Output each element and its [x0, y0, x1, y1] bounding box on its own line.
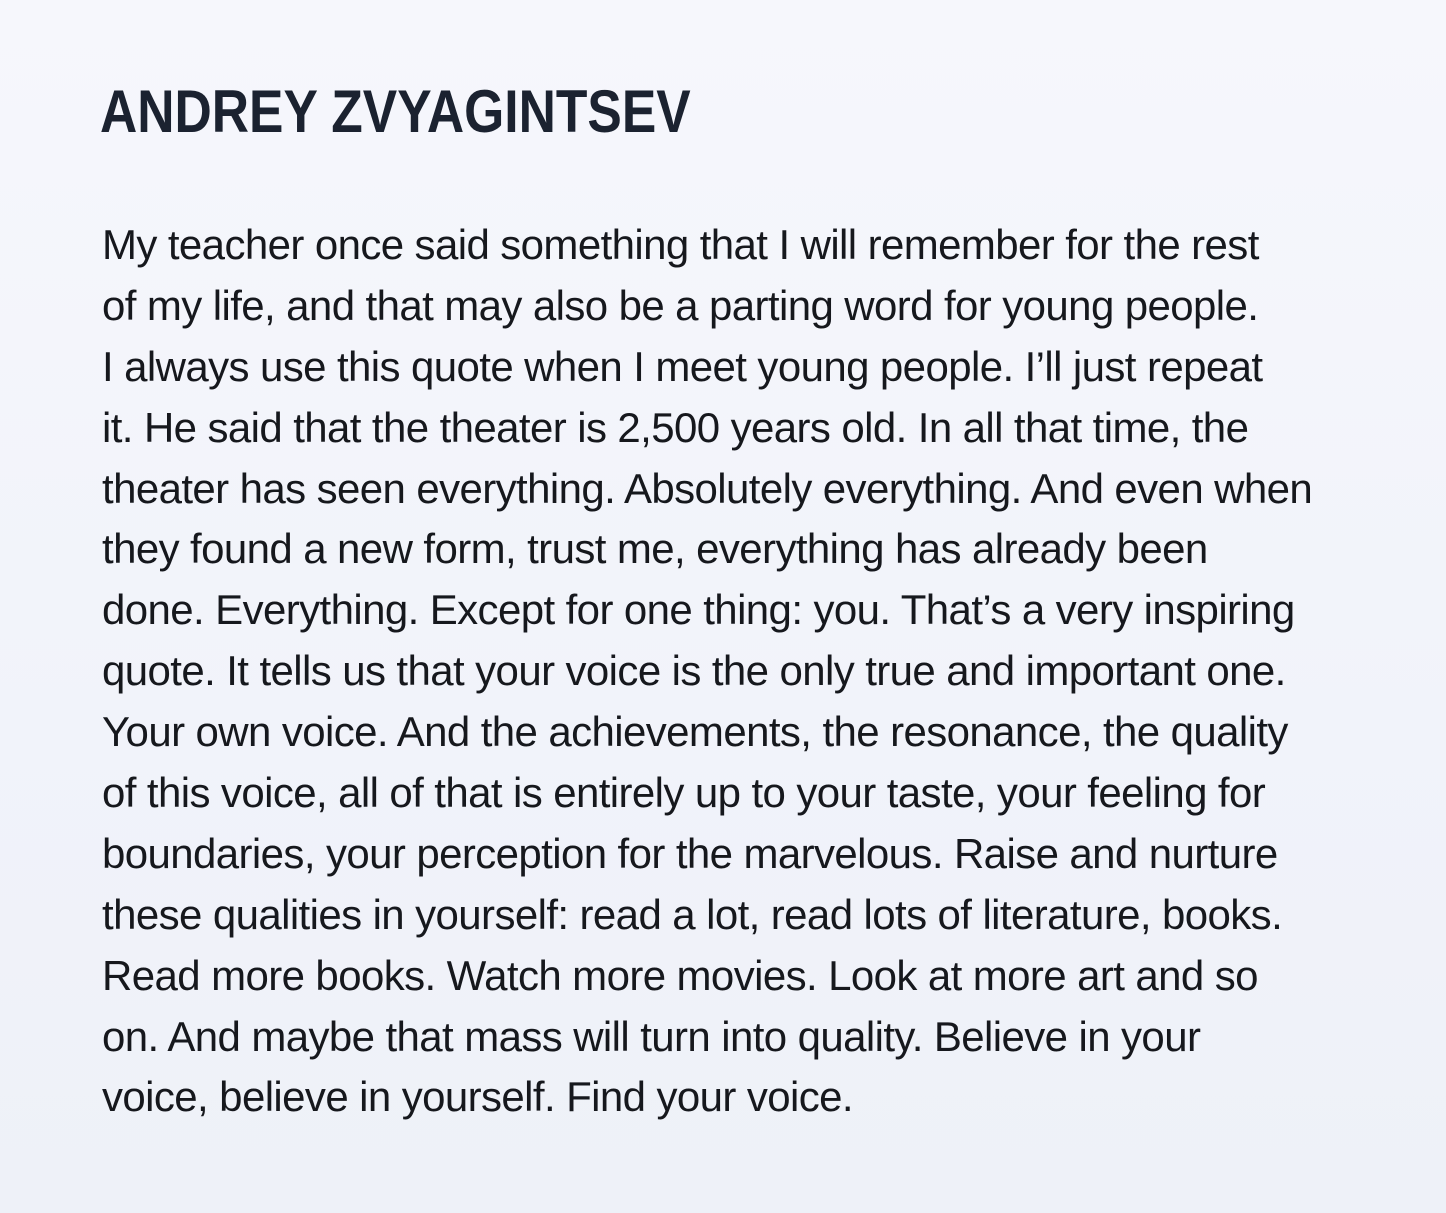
text-line: of this voice, all of that is entirely up to your taste, your feeling for — [102, 769, 1266, 817]
text-line: quote. It tells us that your voice is the only true and important one. — [102, 647, 1286, 695]
author-heading: ANDREY ZVYAGINTSEV — [100, 78, 691, 145]
text-line: they found a new form, trust me, everything has already been — [102, 525, 1208, 573]
text-line: Read more books. Watch more movies. Look at more art and so — [102, 951, 1258, 999]
text-line: of my life, and that may also be a parting word for young people. — [102, 281, 1259, 329]
text-line: done. Everything. Except for one thing: you. That’s a very inspiring — [102, 586, 1295, 634]
text-line: it. He said that the theater is 2,500 years old. In all that time, the — [102, 403, 1249, 451]
text-line: My teacher once said something that I will remember for the rest — [102, 221, 1259, 268]
quote-paragraph — [102, 215, 1422, 1128]
text-line: voice, believe in yourself. Find your voice. — [102, 1073, 853, 1121]
text-line: these qualities in yourself: read a lot, read lots of literature, books. — [102, 890, 1283, 938]
text-line: Your own voice. And the achievements, the resonance, the quality — [102, 708, 1288, 756]
text-line: I always use this quote when I meet young people. I’ll just repeat — [102, 342, 1263, 390]
text-line: theater has seen everything. Absolutely everything. And even when — [102, 464, 1313, 512]
text-line: boundaries, your perception for the marvelous. Raise and nurture — [102, 829, 1278, 877]
text-line: on. And maybe that mass will turn into quality. Believe in your — [102, 1012, 1201, 1060]
